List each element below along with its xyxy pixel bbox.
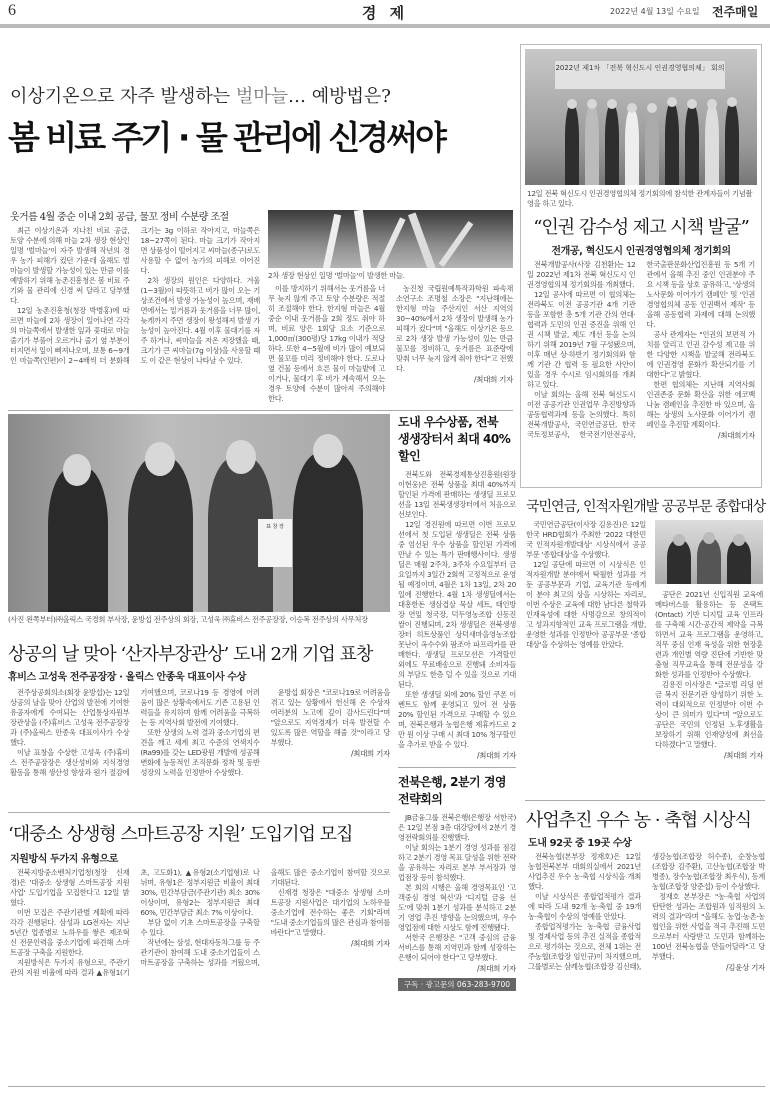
section-divider [8,410,513,411]
section-divider [525,800,765,801]
award-photo [8,414,390,612]
rights-headline: “인권 감수성 제고 시책 발굴” [533,217,749,238]
bank-byline: /최대희 기자 [476,964,516,973]
coop-byline: /김윤상 기자 [725,963,765,972]
award-subhead: 휴비스 고성욱 전주공장장 · 올릭스 안종욱 대표이사 수상 [8,672,246,683]
pension-photo [655,520,763,584]
market-headline: 도내 우수상품, 전북 생생장터서 최대 40% 할인 [398,415,511,463]
newspaper-name: 전주매일 [712,5,759,19]
coop-body: 전북농협(본부장 정재호)은 12일 농협전북본부 대회의실에서 2021년 사업추진 우수 농·축협 시상식을 개최했다. 이날 시상식은 종합업적평가 결과에 따라 도내 92개 농·축협 중 19개 농·축협이 수상의 영예를 안았다. 종합업적평가는 농·축협 금융사업 및 경제사업 등의 추진 실적을 종합적으로 평가하는 것으로, 전체 1위는 전주농협(조합장 임인규)이 차지했으며, 그룹별로는 삼례농협(조합장 김신태), 생강농협(조합장 허수종), 순창농협(조합장 김주환), 고산농협(조합장 박병종), 장수농협(조합장 최우식), 동계농협(조합장 양준섭) 등이 수상했다. 정재호 본부장은 "농·축협 사업의 탄탄한 성과는 조합원과 임직원의 노력의 결과"라며 "올해도 농업·농촌·농협인을 위한 사업을 적극 추진해 도민으로부터 사랑받고 도민과 함께하는 100년 전북농협을 만들어달라"고 당부했다. /김윤상 기자 [528,852,765,972]
page-bottom-divider [8,1086,765,1087]
smart-byline: /최대희 기자 [350,939,390,948]
smart-body: 전북지방중소벤처기업청(청장 신재경)은 '대중소 상생형 스마트공장 지원사업' 도입기업을 모집한다고 12일 밝혔다. 이번 모집은 주관기관별 계획에 따라 각각 진행된다. 삼성과 LG전자는 지난 5년간 업종별로 노하우를 쌓은 제조혁신 전문인력을 중소기업에 파견해 스마트공장 구축을 지원한다. 지원방식은 두가지 유형으로, 주관기관의 지원 비율에 따라 결과 ▲유형1(기초, 고도화1), ▲유형2(소기업형)로 나뉘며, 유형1은 정부지원금 비율이 최대 30%, 민간부담금(주관기관) 최소 30% 이상이며, 유형2는 정부지원금 최대 60%, 민간부담금 최소 7% 이상이다. 부담 없이 기초 스마트공장을 구축할 수 있다. 작년에는 삼성, 현대자동차그룹 등 주관기관이 참여해 도내 중소기업들이 스마트공장을 구축하는 성과를 거뒀으며, 올해도 많은 중소기업이 참여할 것으로 기대된다. 신재경 청장은 "대중소 상생형 스마트공장 지원사업은 대기업의 노하우를 중소기업에 전수하는 좋은 기회"라며 "도내 중소기업들의 많은 관심과 참여를 바란다"고 말했다. /최대희 기자 [10,868,390,977]
bank-headline: 전북은행, 2분기 경영전략회의 [398,775,507,806]
smart-subhead: 지원방식 두가지 유형으로 [10,854,119,865]
rights-photo-caption: 12일 전북 혁신도시 인권경영협의체 정기회의에 참석한 관계자들이 기념촬영을 하고 있다. [527,189,753,208]
coop-subhead: 도내 92곳 중 19곳 수상 [528,838,632,849]
pension-body-right: 공단은 2021년 신입직원 교육에 메타버스를 활용하는 등 온택트(Ontact) 기반 디지털 교육 인프라를 구축해 시간·공간적 제약을 극복하면서 교육 프로그램을 운영하고, 직무 중심 인재 육성을 위한 현장훈련과 개인별 역량 진단에 기반한 맞춤형 직무교육을 통해 전문성을 강화한 성과를 인정받아 수상했다. 김용진 이사장은 "글로벌 리딩 연금 복지 전문기관 양성하기 위한 노력이 대외적으로 인정받아 이번 수상이 큰 의미가 있다"며 "앞으로도 공단은 국민의 인정된 노후생활을 보장하기 위해 인재양성에 최선을 다하겠다"고 말했다. /최대희 기자 [655,590,763,760]
garlic-headline: 봄 비료 주기 · 물 관리에 신경써야 [8,118,444,157]
section-title: 경 제 [361,4,409,22]
award-photo-caption: (사진 왼쪽부터)㈜올릭스 국경희 부사장, 윤방섭 전주상의 회장, 고성욱 ㈜휴비스 전주공장장, 이승복 전주상의 사무처장 [8,615,368,624]
rights-byline: /최대희기자 [718,431,755,440]
garlic-byline: /최대희 기자 [473,375,513,384]
garlic-subhead: 웃거름 4월 중순 이내 2회 공급, 물꼬 정비 수분량 조절 [10,212,229,223]
pension-body-left: 국민연금공단(이사장 김용진)은 12일 한국 HRD협회가 주최한 '2022 대한민국 인적자원개발대상' 시상식에서 공공부문 '종합대상'을 수상했다. 12일 공단에 따르면 이 시상식은 인적자원개발 분야에서 탁월한 성과를 거둔 공공부문과 기업, 교육기관 등에게 이 분야 최고의 상을 시상하는 자리로, 이번 수상은 교육에 대한 남다른 철학과 인재육성에 대한 사명감으로 창의적이고 성과지향적인 교육 프로그램을 개발, 운영한 성과를 인정받아 공공부문 '종합대상'을 수상하는 영예를 안았다. [526,520,646,649]
subscription-ad-bar: 구독 · 광고문의 063-283-9700 [398,978,516,991]
award-headline: 상공의 날 맞아 ‘산자부장관상’ 도내 2개 기업 표창 [8,644,373,665]
pension-byline: /최대희 기자 [723,751,763,760]
rights-photo [525,49,757,185]
certificate: 표 창 장 [258,519,292,567]
market-byline: /최대희 기자 [476,751,516,760]
award-byline: /최대희 기자 [350,749,390,758]
garlic-photo-caption: 2차 생장 현상인 일명 '벌마늘'이 발생한 마늘. [268,271,405,280]
page-number: 6 [8,2,16,19]
issue-date: 2022년 4월 13일 수요일 [610,7,700,16]
garlic-body-right: 이를 방지하기 위해서는 웃거름을 너무 늦지 않게 주고 토양 수분량은 적절히 조절해야 한다. 한지형 마늘은 4월 중순 이내 웃거름을 2회 정도 줘야 하며, 비료 양은 1회당 요소 기준으로 1,000㎡(300평)당 17kg 이내가 적당하다. 또한 4~5월에 비가 많이 예보되면 물꼬를 미리 정비해야 한다. 도로나 옆 건물 등에서 흐른 물이 마늘밭에 고이거나, 물대기 후 비가 계속해서 오는 경우 토양에 수분이 많아져 주의해야 한다. 농진청 국립원예특작과학원 파속채소연구소 조명철 소장은 "지난해에는 한지형 마늘 주산지인 서산 지역의 30~40%에서 2차 생장이 발생해 농가 피해가 컸다"며 "올해도 이상기온 등으로 2차 생장 발생 가능성이 있는 만큼 물꼬를 정비하고, 웃거름은 표준량에 맞춰 너무 늦지 않게 줘야 한다"고 전했다. /최대희 기자 [268,284,513,403]
garlic-kicker: 이상기온으로 자주 발생하는 벌마늘… 예방법은? [10,86,391,107]
award-body: 전주상공회의소(회장 윤방섭)는 12일 상공의 날을 맞아 산업의 발전에 기여한 유공자에게 수여되는 산업통상자원부 장관상을 (주)휴비스 고성욱 전주공장장과 (주)올릭스 안종욱 대표이사가 수상했다. 이날 표창을 수상한 고성욱 (주)휴비스 전주공장장은 생산성비와 지식경영 활동을 통해 생산성 향상과 원가 절감에 기여했으며, 코로나19 등 경영에 어려움이 많은 상황속에서도 기존 고용된 인력들을 유지하며 함께 어려움을 극복하는 등 지역사회 발전에 기여했다. 또한 상생의 노력 결과 중소기업의 편견을 깨고 세계 최고 수준의 연색지수(Ra99)를 갖는 LED광원 개발에 성공해 변화에 능동적인 조직문화 정착 및 동반성장의 노력을 인정받아 수상했다. 윤방섭 회장은 "코로나19로 어려움을 겪고 있는 상황에서 헌신해 온 수상자 여러분의 노고에 깊이 감사드린다"며 "앞으로도 지역경제가 더욱 발전할 수 있도록 많은 역할을 해줄 것"이라고 당부했다. /최대희 기자 [10,688,390,777]
header-divider [0,24,770,28]
pension-headline: 국민연금, 인적자원개발 공공부문 종합대상 [526,499,766,515]
garlic-photo [268,210,513,268]
market-body: 전북도와 전북경제통상진흥원(원장 이현웅)은 전북 상품을 최대 40%까지 할인된 가격에 판매하는 생생딜 프로모션을 13일 전북생생장터에서 처음으로 선보인다. 12일 경진원에 따르면 이번 프로모션에서 첫 도입된 생생딜은 전북 상품 중 엄선된 우수 상품을 할인된 가격에 만날 수 있는 특가 판매행사이다. 생생딜은 매월 2주차, 3주차 수요일부터 금요일까지 3일간 2회씩 고정적으로 운영될 예정이며, 4월은 1차 13일, 2차 20일에 진행한다. 4월 1차 생생딜에서는 대흥한돈 생삼겹살 묵살 세트, 태인방장 연잎 청국장, 덕두영농조합 신동진 쌀이 진행되며, 2차 생생딜은 전북생생장터 히트상품인 상덕새마을영농조합 못난이 옥수수와 팜조아 파프리카를 판매한다. 생생딜 프로모션은 가격할인 외에도 무료배송으로 진행돼 소비자들의 부담도 한층 덜 수 있을 것으로 기대된다. 또한 생생딜 외에 20% 할인 쿠폰 이벤트도 함께 운영되고 있어 전 상품 20% 할인된 가격으로 구매할 수 있으며, 전북은행과 농협은행 제휴카드로 2만 원 이상 구매 시 최대 10% 청구할인을 추가로 받을 수 있다. /최대희 기자 [398,470,516,760]
garlic-body-left: 최근 이상기온과 지나친 비료 공급, 토양 수분에 의해 마늘 2차 생장 현상인 일명 '벌마늘'이 자주 발생해 작년의 경우 농가 피해가 컸던 가운데 올해도 벌마늘이 발생할 가능성이 있는 만큼 이를 예방하기 위해 농촌진흥청은 봄 비료 주기와 물 관리에 신경 써 달라고 당부했다. 12일 농촌진흥청(청장 박병홍)에 따르면 마늘에 2차 생장이 일어나면 각각의 마늘쪽에서 발생한 잎과 꽃대로 마늘 줄기가 부풀어 오르거나 줄기 옆 부분이 터지면서 잎이 삐져나오며, 보통 6~9개인 마늘쪽(인편)이 2~4배씩 더 분화해 크기는 3g 이하로 작아지고, 마늘쪽은 18~27쪽이 된다. 마늘 크기가 작아지면 상품성이 떨어지고 씨마늘(종구)로도 사용할 수 없어 농가의 피해로 이어진다. 2차 생장의 원인은 다양하다. 겨울(1~3월)이 따뜻하고 비가 많이 오는 기상조건에서 발생 가능성이 높으며, 재배 면에서는 밑거름과 웃거름을 너무 많이, 늦게까지 주면 생장이 왕성해져 발생 가능성이 높아진다. 4월 이후 물대기를 자주 하거나, 씨마늘을 저온 저장했을 때, 크기가 큰 씨마늘(7g 이상)을 사용할 때도 이 같은 현상이 나타날 수 있다. [10,226,260,365]
rights-body: 전북개발공사(사장 김천환)는 12일 2022년 제1차 전북 혁신도시 인권경영협의체 정기회의를 개최했다. 12일 공사에 따르면 이 협의체는 전라북도 이전 공공기관 4개 기관 등을 포함한 총 5개 기관 간의 연대·협력과 도민의 인권 증진을 위해 인권 시책 발굴, 제도 개선 등을 논의하기 위해 2019년 7월 구성됐으며, 이후 매년 상·하반기 정기회의와 함께 기관 간 협력 등 필요한 사안이 있을 경우 수시로 임시회의를 개최하고 있다. 이날 회의는 올해 전북 혁신도시 이전 공공기관 인권업무 추진방향과 공동협력과제 등을 논의했다. 특히 전북개발공사, 국민연금공단, 한국국토정보공사, 한국전기안전공사, 한국출판문화산업진흥원 등 5개 기관에서 올해 추진 중인 인권분야 주요 시책 등을 상호 공유하고, '상생의 노사문화 이어가기 캠페인' 및 '인권경영협의체 공동 인권백서 제작' 등 올해 공동협력 과제에 대해 논의했다. 공사 관계자는 "인권의 보편적 가치를 알리고 인권 감수성 제고를 위한 다양한 시책을 발굴해 전라북도에 인권경영 문화가 확산되기를 기대한다"고 밝혔다. 한편 협의체는 지난해 지역사회 인권존중 문화 확산을 위한 에코백 나눔 캠페인을 추진한 바 있으며, 올해는 상생의 노사문화 이어가기 캠페인을 추진할 계획이다. /최대희기자 [527,260,755,440]
section-divider [398,767,516,768]
middle-column [398,414,516,991]
section-divider [8,812,390,813]
meeting-banner: 2022년 제1차 「전북 혁신도시 인권경영협의체」 회의 [555,61,725,89]
rights-subhead: 전개공, 혁신도시 인권경영협의체 정기회의 [551,246,731,257]
smart-headline: ‘대중소 상생형 스마트공장 지원’ 도입기업 모집 [8,824,353,845]
coop-headline: 사업추진 우수 농 · 축협 시상식 [526,810,751,831]
bank-body: JB금융그룹 전북은행(은행장 서한국)은 12일 본점 3층 대강당에서 2분기 경영전략회의를 진행했다. 이날 회의는 1분기 경영 성과를 점검하고 2분기 경영 목표 달성을 위한 전략을 공유하는 자리로 본부 부서장과 영업점장 등이 참석했다. 본 회의 시행은 올해 경영목표인 '고객중심 경영 혁신'과 '디지털 금융 선도'에 맞춰 1분기 성과를 분석하고 2분기 영업 추진 방향을 논의했으며, 우수 영업점에 대한 시상도 함께 진행됐다. 서한국 은행장은 "고객 중심의 금융서비스를 통해 지역민과 함께 성장하는 은행이 되어야 한다"고 당부했다. /최대희 기자 [398,813,516,973]
